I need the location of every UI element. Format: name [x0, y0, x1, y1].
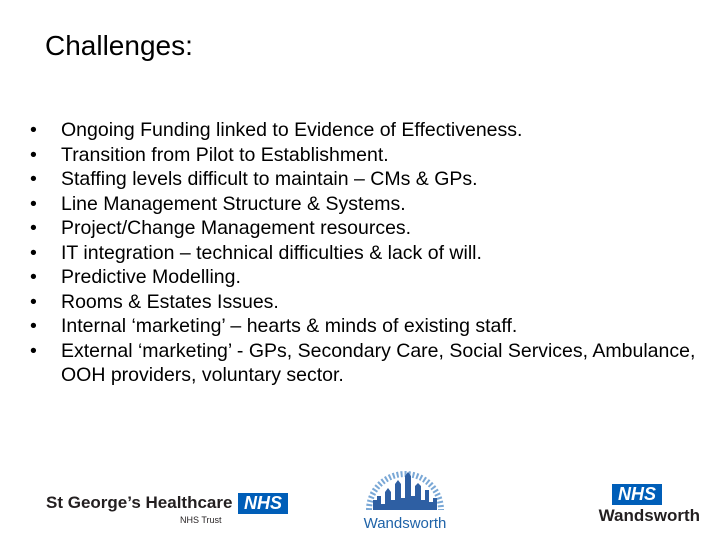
bullet-dot: • [30, 315, 37, 337]
bullet-item [30, 314, 700, 339]
bullet-item [30, 241, 700, 266]
bullet-list [30, 118, 700, 388]
st-georges-name: St George’s Healthcare [46, 493, 233, 512]
bullet-text: External ‘marketing’ - GPs, Secondary Care, Social Services, Ambulance, OOH providers, voluntary sector. [61, 339, 696, 386]
bullet-text: Project/Change Management resources. [61, 217, 412, 239]
bullet-dot: • [30, 119, 37, 141]
bullet-item [30, 265, 700, 290]
bullet-item [30, 339, 700, 388]
bullet-text: IT integration – technical difficulties & lack of will. [61, 241, 482, 264]
nhs-badge: NHS [612, 484, 662, 505]
bullet-dot: • [30, 217, 37, 239]
bullet-item [30, 290, 700, 315]
bullet-item [30, 216, 700, 241]
council-skyline-logo-icon [355, 470, 455, 516]
bullet-text: Line Management Structure & Systems. [61, 192, 406, 215]
bullet-item [30, 143, 700, 168]
bullet-dot: • [30, 143, 37, 166]
council-name: Wandsworth [363, 515, 447, 532]
nhs-wandsworth-logo [560, 482, 700, 532]
bullet-dot: • [30, 241, 37, 264]
logo-footer [0, 470, 720, 540]
bullet-dot: • [30, 339, 37, 362]
bullet-item [30, 192, 700, 217]
bullet-item [30, 118, 700, 143]
bullet-dot: • [30, 290, 37, 313]
bullet-dot: • [30, 168, 37, 190]
bullet-dot: • [30, 266, 37, 288]
bullet-text: Internal ‘marketing’ – hearts & minds of existing staff. [61, 315, 518, 337]
bullet-text: Rooms & Estates Issues. [61, 290, 279, 313]
nhs-wandsworth-name: Wandsworth [598, 506, 700, 525]
slide-title: Challenges: [45, 30, 193, 61]
wandsworth-council-logo [355, 470, 455, 532]
bullet-text: Predictive Modelling. [61, 266, 241, 288]
bullet-text: Staffing levels difficult to maintain – CMs & GPs. [61, 168, 478, 190]
nhs-trust-label: NHS Trust [180, 515, 222, 525]
bullet-text: Transition from Pilot to Establishment. [61, 143, 389, 166]
nhs-badge: NHS [238, 493, 288, 514]
bullet-item [30, 167, 700, 192]
bullet-text: Ongoing Funding linked to Evidence of Effectiveness. [61, 119, 523, 141]
bullet-dot: • [30, 192, 37, 215]
